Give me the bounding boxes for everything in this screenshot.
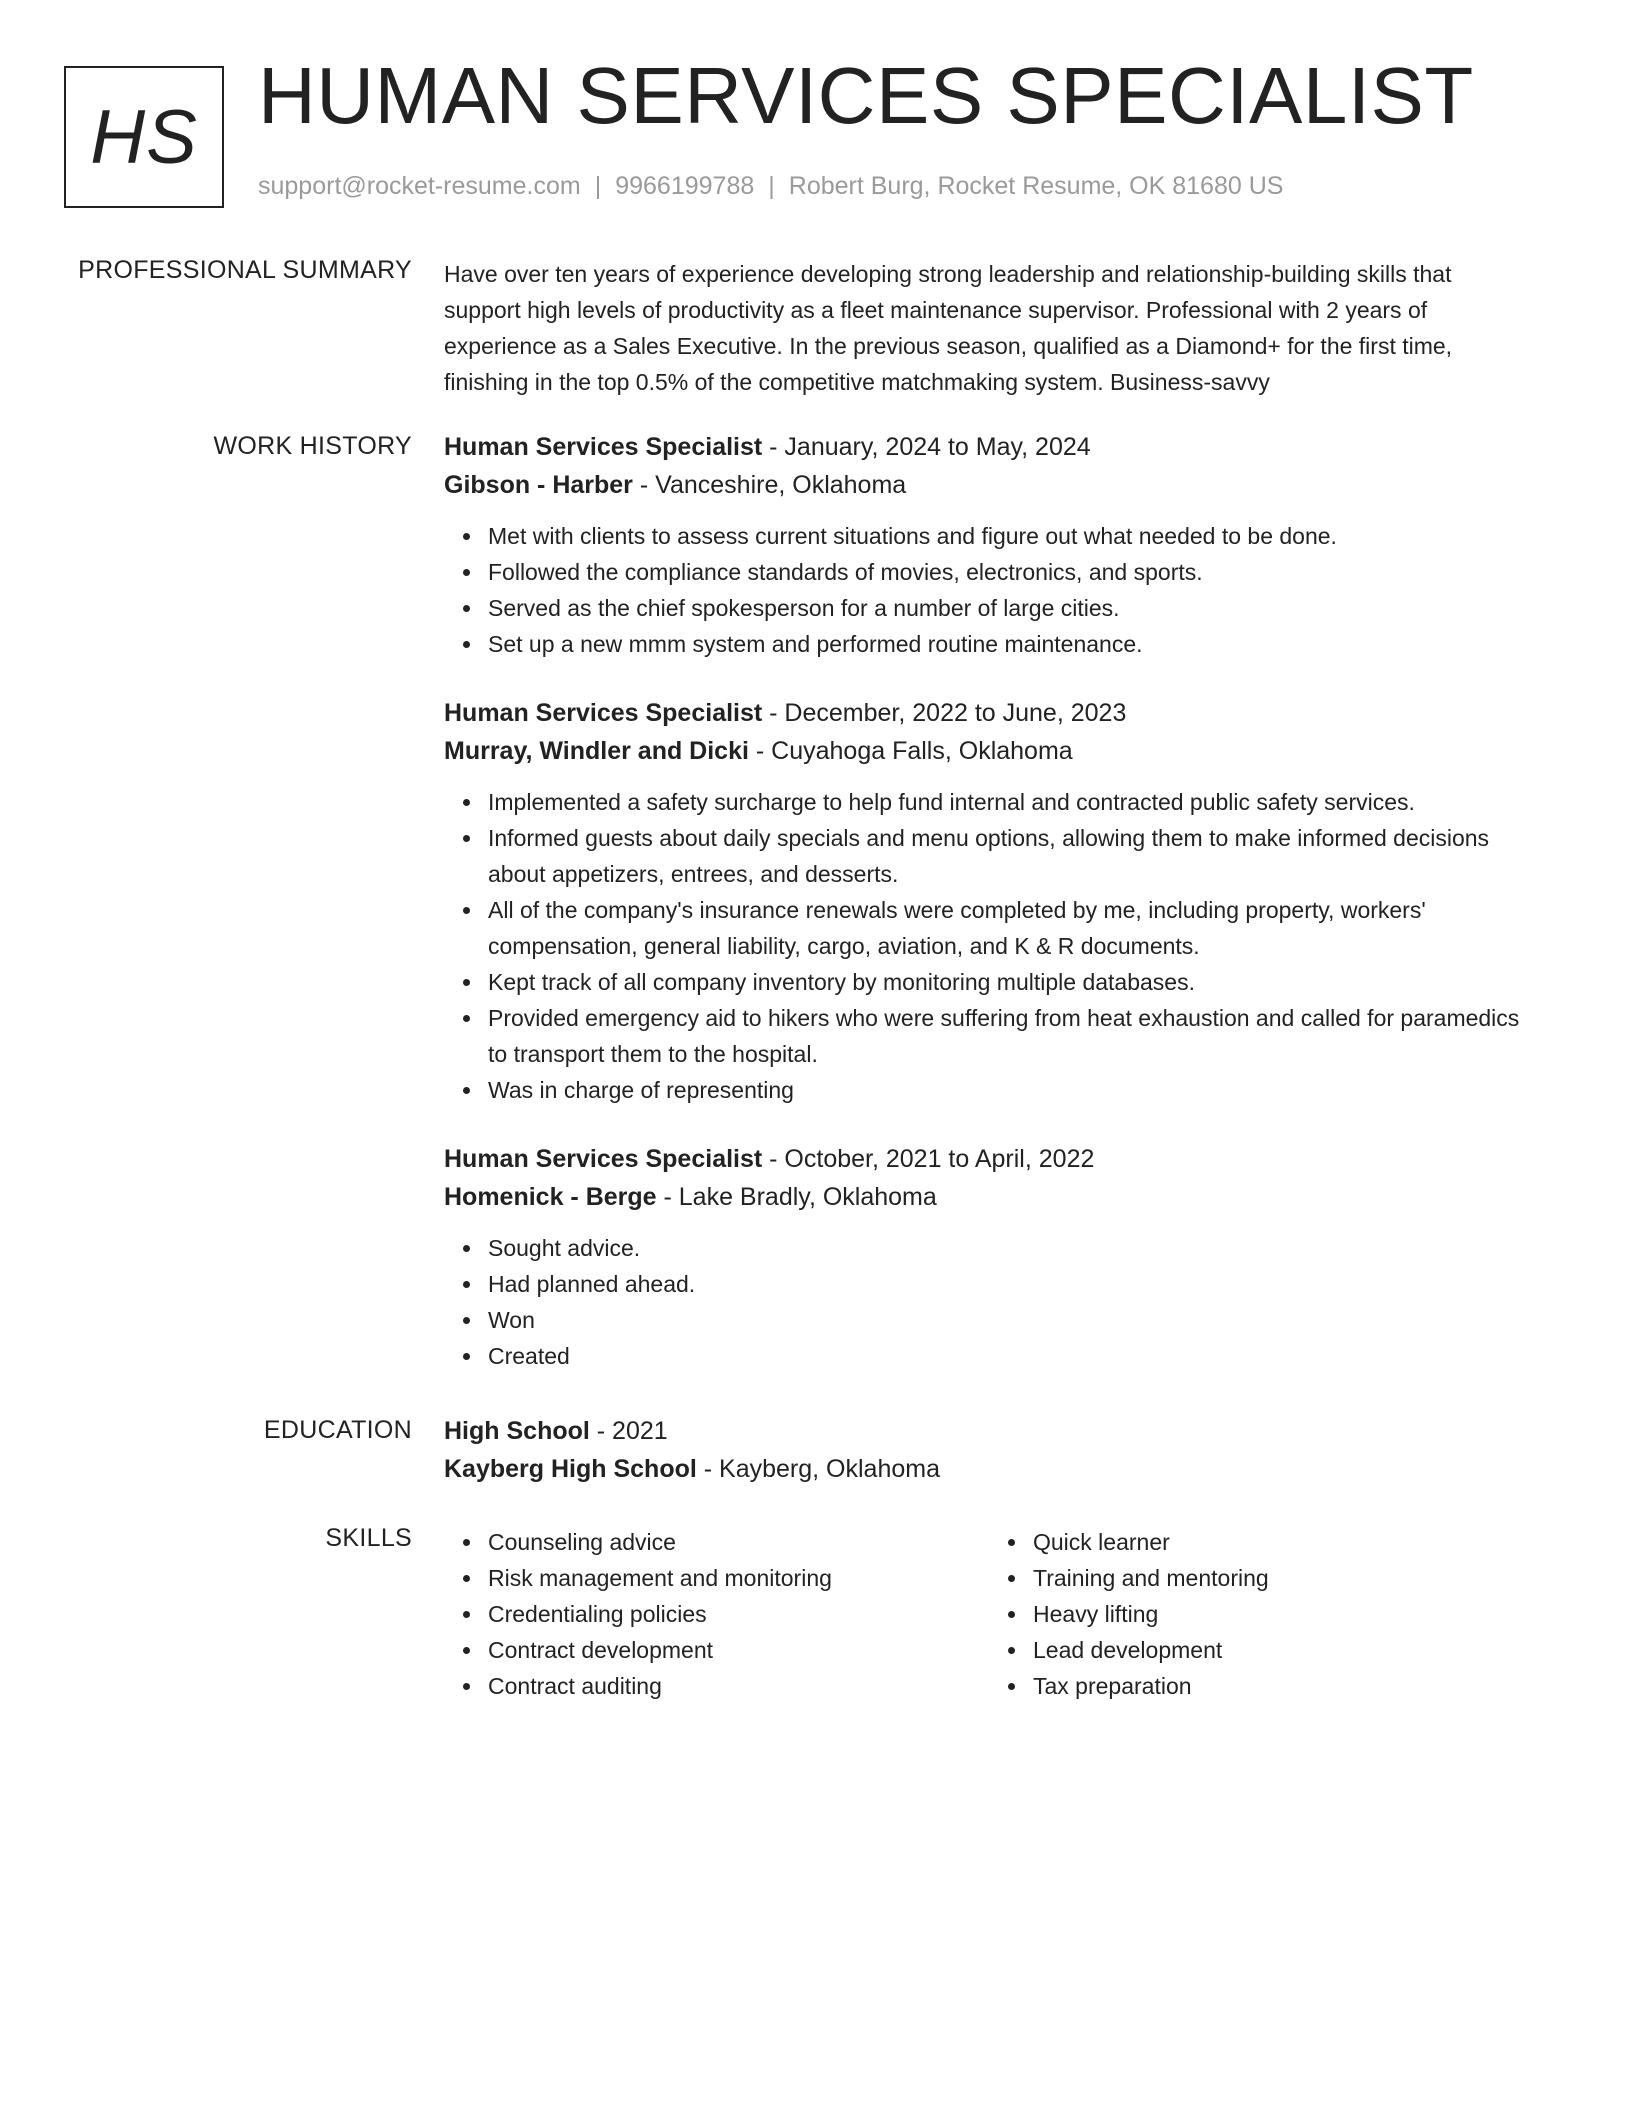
job-bullet: All of the company's insurance renewals were completed by me, including property, workers' compensation, general liability, cargo, aviation, and K & R documents.	[488, 892, 1534, 964]
skill-item: Risk management and monitoring	[488, 1560, 989, 1596]
contact-phone[interactable]: 9966199788	[615, 172, 755, 200]
job-bullets	[444, 1230, 1534, 1374]
job-company-line	[444, 1178, 1534, 1216]
work-history-label: WORK HISTORY	[213, 432, 412, 460]
job-company: Homenick - Berge	[444, 1183, 657, 1211]
job-entry	[444, 694, 1534, 1108]
job-dates: - January, 2024 to May, 2024	[762, 433, 1091, 461]
skill-item: Contract development	[488, 1632, 989, 1668]
job-bullet: Was in charge of representing	[488, 1072, 1534, 1108]
job-bullets	[444, 784, 1534, 1108]
job-bullet: Created	[488, 1338, 1534, 1374]
monogram-initials: HS	[90, 94, 198, 180]
contact-separator: |	[768, 172, 775, 200]
job-bullet: Won	[488, 1302, 1534, 1338]
job-entry	[444, 1140, 1534, 1374]
job-company: Gibson - Harber	[444, 471, 633, 499]
job-title-line	[444, 428, 1534, 466]
skill-item: Credentialing policies	[488, 1596, 989, 1632]
skill-item: Quick learner	[1033, 1524, 1534, 1560]
education-label: EDUCATION	[263, 1416, 412, 1444]
job-entry	[444, 428, 1534, 662]
resume-name-heading: HUMAN SERVICES SPECIALIST	[258, 51, 1474, 140]
contact-separator: |	[594, 172, 602, 200]
job-bullet: Provided emergency aid to hikers who were suffering from heat exhaustion and called for paramedics to transport them to the hospital.	[488, 1000, 1534, 1072]
job-title: Human Services Specialist	[444, 699, 763, 727]
job-bullet: Informed guests about daily specials and menu options, allowing them to make informed decisions about appetizers, entrees, and desserts.	[488, 820, 1534, 892]
summary-label: PROFESSIONAL SUMMARY	[78, 256, 412, 284]
job-title-line	[444, 1140, 1534, 1178]
job-bullet: Sought advice.	[488, 1230, 1534, 1266]
skill-item: Counseling advice	[488, 1524, 989, 1560]
job-bullet: Set up a new mmm system and performed routine maintenance.	[488, 626, 1534, 662]
job-location: - Vanceshire, Oklahoma	[632, 471, 907, 499]
job-bullets	[444, 518, 1534, 662]
job-title: Human Services Specialist	[444, 433, 763, 461]
education-location: - Kayberg, Oklahoma	[696, 1455, 940, 1483]
job-bullet: Kept track of all company inventory by monitoring multiple databases.	[488, 964, 1534, 1000]
skills-list-left	[444, 1524, 989, 1704]
contact-address: Robert Burg, Rocket Resume, OK 81680 US	[788, 172, 1284, 200]
skill-item: Lead development	[1033, 1632, 1534, 1668]
job-location: - Lake Bradly, Oklahoma	[656, 1183, 937, 1211]
job-company: Murray, Windler and Dicki	[444, 737, 749, 765]
job-title: Human Services Specialist	[444, 1145, 763, 1173]
monogram-box	[64, 66, 224, 208]
education-degree: High School	[444, 1417, 590, 1445]
education-degree-line	[444, 1412, 1534, 1450]
job-company-line	[444, 466, 1534, 504]
summary-text: Have over ten years of experience developing strong leadership and relationship-building skills that support high levels of productivity as a fleet maintenance supervisor. Professional with 2 years of experience as a Sales Executive. In the previous season, qualified as a Diamond+ for the first time, finishing in the top 0.5% of the competitive matchmaking system. Business-savvy	[444, 261, 1453, 395]
job-location: - Cuyahoga Falls, Oklahoma	[748, 737, 1073, 765]
skills-label: SKILLS	[325, 1524, 412, 1552]
contact-email[interactable]: support@rocket-resume.com	[258, 172, 581, 200]
job-bullet: Followed the compliance standards of movies, electronics, and sports.	[488, 554, 1534, 590]
education-school-line	[444, 1450, 1534, 1488]
education-year: - 2021	[589, 1417, 668, 1445]
job-company-line	[444, 732, 1534, 770]
skills-list-right	[989, 1524, 1534, 1704]
job-bullet: Met with clients to assess current situations and figure out what needed to be done.	[488, 518, 1534, 554]
job-bullet: Served as the chief spokesperson for a number of large cities.	[488, 590, 1534, 626]
skill-item: Tax preparation	[1033, 1668, 1534, 1704]
job-dates: - December, 2022 to June, 2023	[762, 699, 1127, 727]
skill-item: Contract auditing	[488, 1668, 989, 1704]
job-dates: - October, 2021 to April, 2022	[762, 1145, 1095, 1173]
skill-item: Training and mentoring	[1033, 1560, 1534, 1596]
job-bullet: Had planned ahead.	[488, 1266, 1534, 1302]
skill-item: Heavy lifting	[1033, 1596, 1534, 1632]
skills-columns	[444, 1524, 1534, 1704]
contact-line	[258, 172, 1283, 201]
job-bullet: Implemented a safety surcharge to help fund internal and contracted public safety services.	[488, 784, 1534, 820]
education-school: Kayberg High School	[444, 1455, 697, 1483]
job-title-line	[444, 694, 1534, 732]
